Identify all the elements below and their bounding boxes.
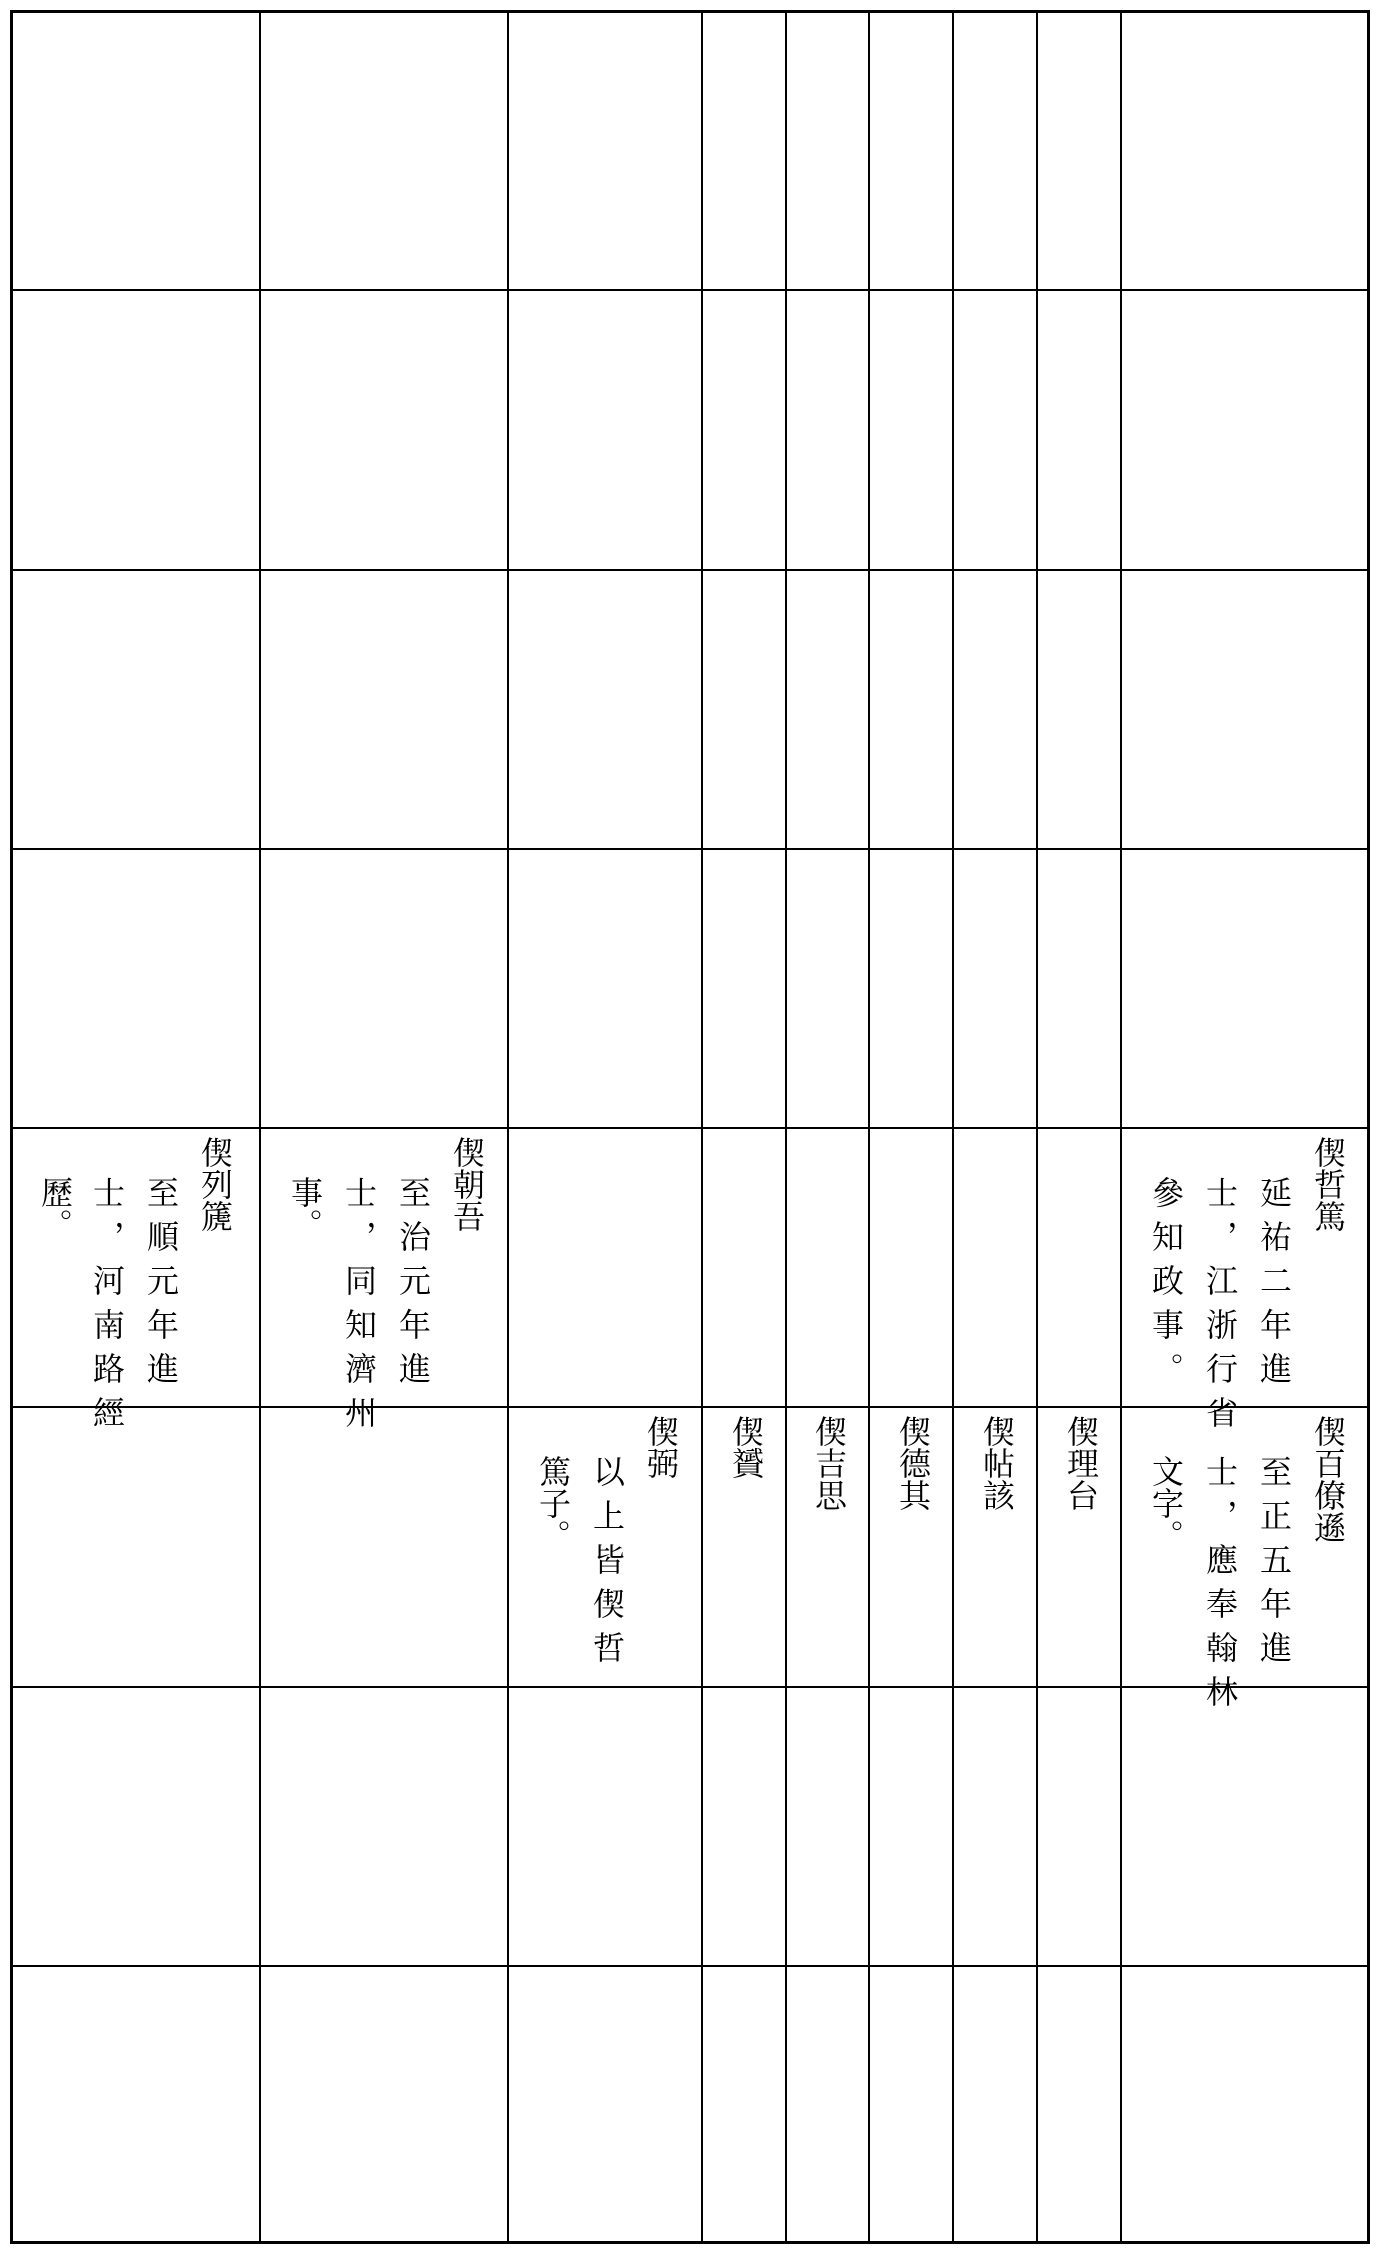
- row-divider: [10, 569, 1370, 571]
- entry-name: 偰吉思: [810, 1415, 848, 1511]
- entry-name: 偰百僚遜: [1309, 1415, 1347, 1543]
- entry-note: 文字。: [1147, 1455, 1185, 1551]
- entry-name: 偰理台: [1062, 1415, 1100, 1511]
- entry-note: 士，江浙行省: [1201, 1176, 1239, 1440]
- entry-note: 至正五年進: [1255, 1455, 1293, 1675]
- entry-note: 參知政事。: [1147, 1176, 1185, 1396]
- entry-name: 偰弼: [642, 1415, 680, 1479]
- entry-note: 士，應奉翰林: [1201, 1455, 1239, 1719]
- entry-name: 偰朝吾: [448, 1136, 486, 1232]
- entry-note: 事。: [286, 1176, 324, 1240]
- entry-note: 至順元年進: [142, 1176, 180, 1396]
- entry-note: 士，河南路經: [88, 1176, 126, 1440]
- entry-name: 偰哲篤: [1309, 1136, 1347, 1232]
- entry-note: 歷。: [36, 1176, 74, 1240]
- entry-name: 偰德其: [894, 1415, 932, 1511]
- row-divider: [10, 1127, 1370, 1129]
- entry-note: 篤子。: [534, 1455, 572, 1551]
- row-divider: [10, 289, 1370, 291]
- entry-note: 以上皆偰哲: [588, 1455, 626, 1675]
- entry-name: 偰贇: [727, 1415, 765, 1479]
- entry-name: 偰帖該: [978, 1415, 1016, 1511]
- entry-note: 延祐二年進: [1255, 1176, 1293, 1396]
- row-divider: [10, 1686, 1370, 1688]
- row-divider: [10, 848, 1370, 850]
- entry-note: 至治元年進: [394, 1176, 432, 1396]
- row-divider: [10, 1965, 1370, 1967]
- row-divider: [10, 1406, 1370, 1408]
- entry-note: 士，同知濟州: [340, 1176, 378, 1440]
- entry-name: 偰列篪: [196, 1136, 234, 1232]
